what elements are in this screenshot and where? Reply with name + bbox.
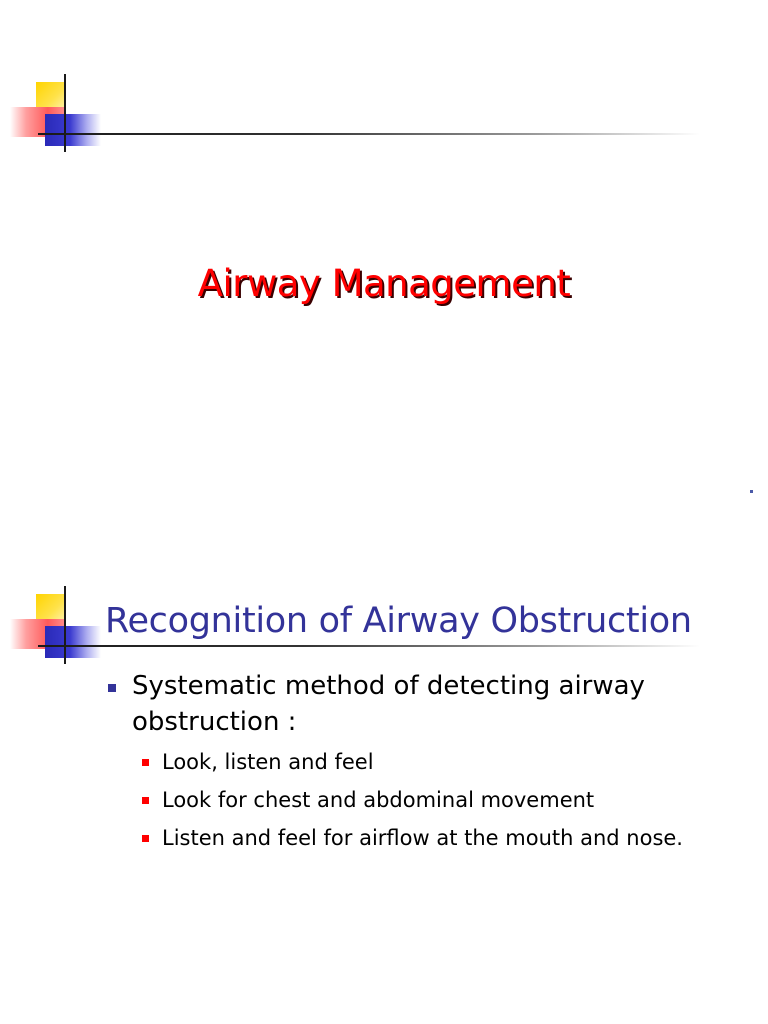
vertical-rule (64, 74, 66, 152)
sub-bullet-marker (142, 759, 149, 766)
sub-bullet-item: Look, listen and feel (162, 750, 374, 774)
slide-content (0, 512, 768, 1024)
sub-bullet-item: Listen and feel for airflow at the mouth and nose. (162, 826, 683, 850)
sub-bullet-marker (142, 835, 149, 842)
small-dot (750, 490, 753, 493)
sub-bullet-item: Look for chest and abdominal movement (162, 788, 595, 812)
vertical-rule (64, 586, 66, 664)
bullet-item: Systematic method of detecting airway obstruction : (132, 671, 645, 737)
blue-square (45, 626, 101, 658)
blue-square (45, 114, 101, 146)
horizontal-rule (38, 133, 700, 135)
slide-title-text: Airway Management (197, 262, 571, 305)
sub-bullet-marker (142, 797, 149, 804)
horizontal-rule (38, 645, 700, 647)
bullet-marker (108, 684, 116, 692)
slide-heading: Recognition of Airway Obstruction (105, 601, 692, 641)
